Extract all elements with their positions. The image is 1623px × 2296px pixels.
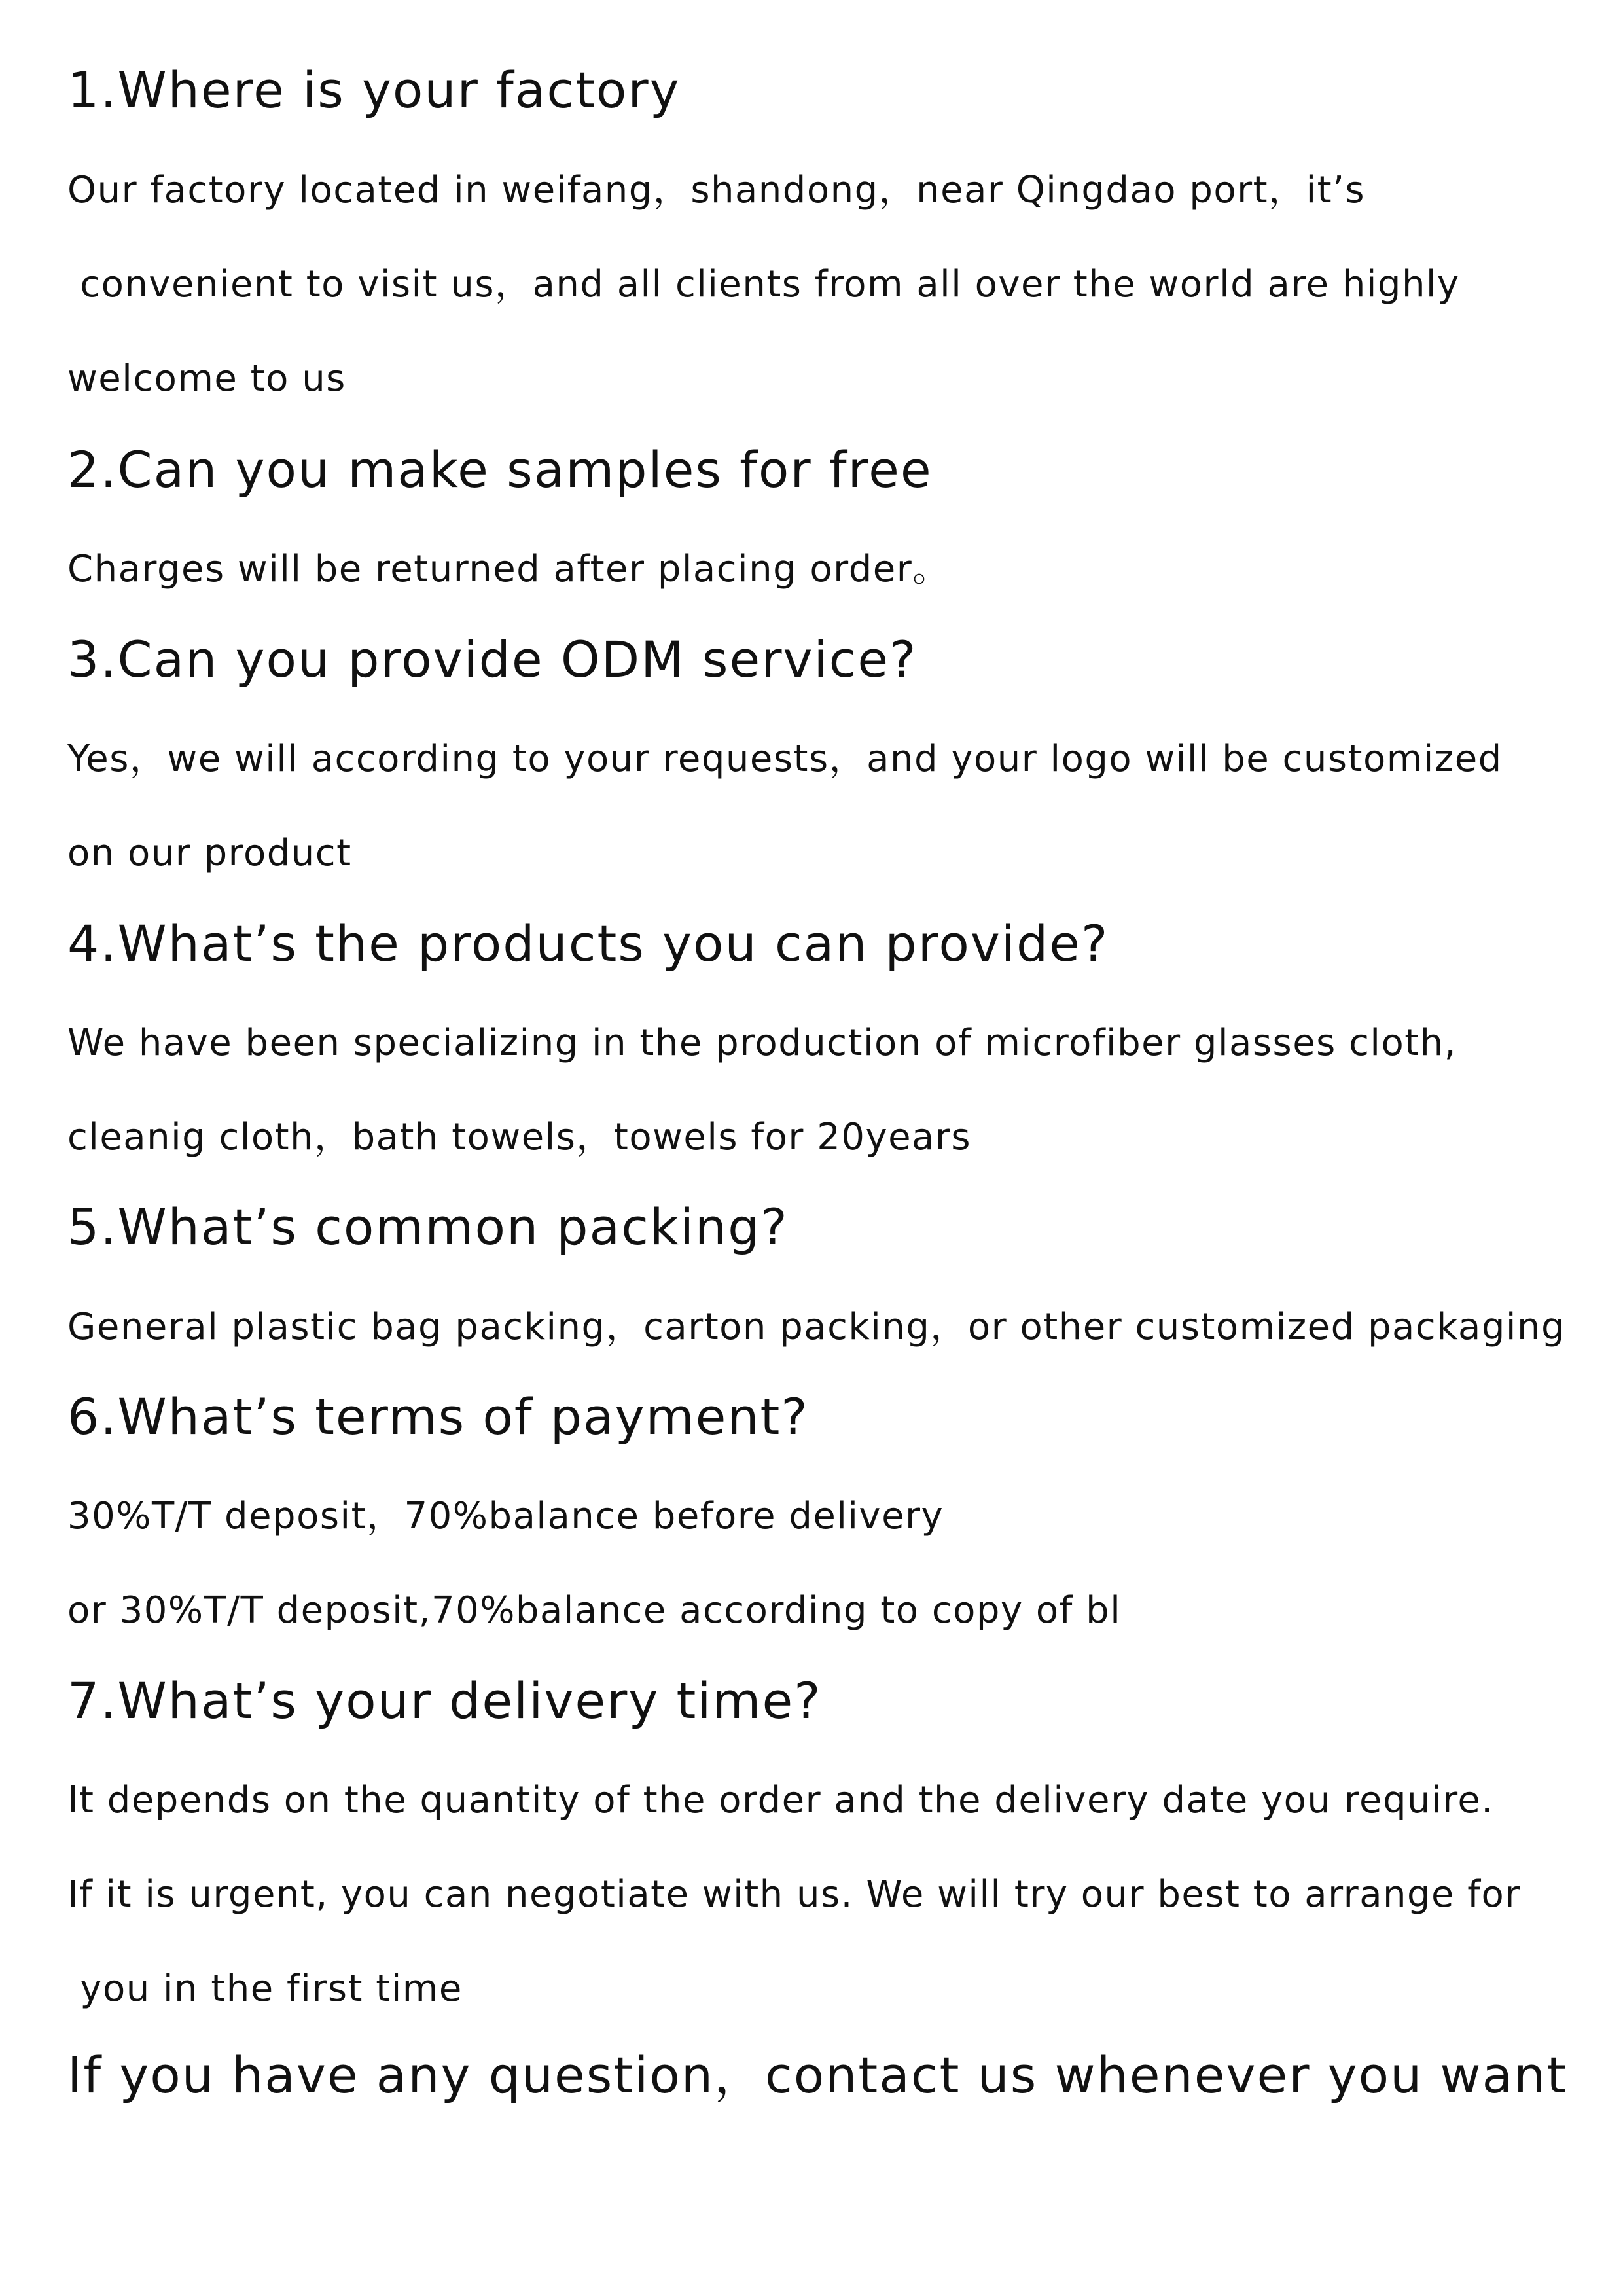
- faq-answer-1-line-1: Our factory located in weifang，shandong，near Qingdao port，it’s: [67, 169, 1366, 211]
- faq-answer-2-line-1: Charges will be returned after placing order。: [67, 548, 950, 590]
- faq-answer-6-line-2: or 30%T/T deposit,70%balance according to copy of bl: [67, 1589, 1122, 1632]
- faq-answer-1-line-2: convenient to visit us，and all clients from all over the world are highly: [67, 263, 1460, 306]
- faq-answer-6-line-1: 30%T/T deposit，70%balance before delivery: [67, 1495, 944, 1537]
- closing-statement: If you have any question，contact us whenever you want: [67, 2046, 1568, 2104]
- faq-answer-7-line-2: If it is urgent, you can negotiate with us. We will try our best to arrange for: [67, 1873, 1521, 1916]
- faq-question-4: 4.What’s the products you can provide?: [67, 914, 1109, 973]
- faq-answer-4-line-1: We have been specializing in the production of microfiber glasses cloth,: [67, 1022, 1457, 1064]
- faq-answer-1-line-3: welcome to us: [67, 357, 346, 400]
- faq-question-6: 6.What’s terms of payment?: [67, 1388, 809, 1446]
- faq-answer-7-line-1: It depends on the quantity of the order and the delivery date you require.: [67, 1779, 1494, 1821]
- faq-question-1: 1.Where is your factory: [67, 61, 681, 119]
- faq-question-5: 5.What’s common packing?: [67, 1198, 789, 1256]
- faq-answer-3-line-1: Yes，we will according to your requests，and your logo will be customized: [67, 738, 1503, 780]
- faq-answer-5-line-1: General plastic bag packing，carton packing，or other customized packaging: [67, 1306, 1566, 1348]
- faq-answer-7-line-3: you in the first time: [67, 1967, 463, 2010]
- faq-answer-3-line-2: on our product: [67, 832, 352, 874]
- faq-question-2: 2.Can you make samples for free: [67, 440, 933, 499]
- faq-answer-4-line-2: cleanig cloth，bath towels，towels for 20years: [67, 1116, 972, 1158]
- faq-question-3: 3.Can you provide ODM service?: [67, 630, 918, 689]
- faq-question-7: 7.What’s your delivery time?: [67, 1672, 822, 1730]
